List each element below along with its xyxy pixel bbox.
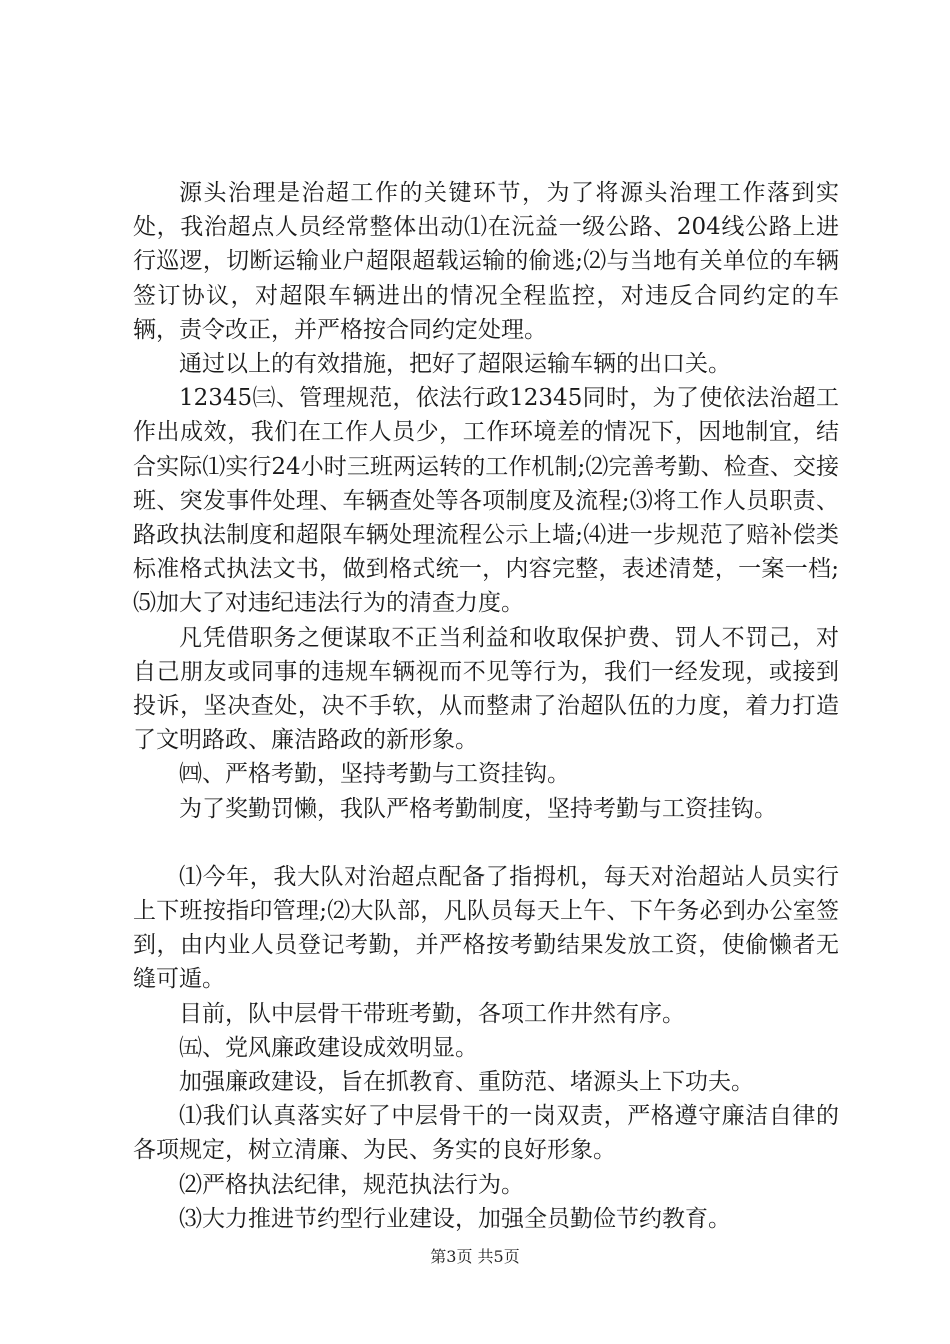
paragraph-management-standard: 12345㈢、管理规范，依法行政12345同时，为了使依法治超工作出成效，我们在工作人员少，工作环境差的情况下，因地制宜，结合实际⑴实行24小时三班两运转的工作机制;⑵完善考勤、检查、交接班、突发事件处理、车辆查处等各项制度及流程;⑶将工作人员职责、路政执法制度和超限车辆处理流程公示上墙;⑷进一步规范了赔补偿类标准格式执法文书，做到格式统一，内容完整，表述清楚，一案一档;⑸加大了对违纪违法行为的清查力度。 — [133, 385, 839, 617]
paragraph-integrity-item-2: ⑵严格执法纪律，规范执法行为。 — [179, 1171, 524, 1198]
paragraph-discipline: 凡凭借职务之便谋取不正当利益和收取保护费、罚人不罚己，对自己朋友或同事的违规车辆视而不见等行为，我们一经发现，或接到投诉，坚决查处，决不手软，从而整肃了治超队伍的力度，着力打造了文明路政、廉洁路政的新形象。 — [133, 624, 839, 754]
heading-attendance: ㈣、严格考勤，坚持考勤与工资挂钩。 — [179, 761, 570, 788]
heading-integrity: ㈤、党风廉政建设成效明显。 — [179, 1034, 478, 1061]
document-body — [133, 176, 839, 1236]
paragraph-source-control: 源头治理是治超工作的关键环节，为了将源头治理工作落到实处，我治超点人员经常整体出动⑴在沅益一级公路、204线公路上进行巡逻，切断运输业户超限超载运输的偷逃;⑵与当地有关单位的车辆签订协议，对超限车辆进出的情况全程监控，对违反合同约定的车辆，责令改正，并严格按合同约定处理。 — [133, 180, 839, 343]
paragraph-integrity-item-1: ⑴我们认真落实好了中层骨干的一岗双责，严格遵守廉洁自律的各项规定，树立清廉、为民、务实的良好形象。 — [133, 1103, 839, 1164]
paragraph-integrity-item-3: ⑶大力推进节约型行业建设，加强全员勤俭节约教育。 — [179, 1205, 731, 1232]
paragraph-attendance-result: 目前，队中层骨干带班考勤，各项工作井然有序。 — [179, 1000, 685, 1027]
paragraph-attendance-measures: ⑴今年，我大队对治超点配备了指拇机，每天对治超站人员实行上下班按指印管理;⑵大队部，凡队员每天上午、下午务必到办公室签到，由内业人员登记考勤，并严格按考勤结果发放工资，使偷懒者无缝可遁。 — [133, 863, 839, 993]
page-number: 第3页 共5页 — [430, 1247, 520, 1266]
paragraph-integrity-intro: 加强廉政建设，旨在抓教育、重防范、堵源头上下功夫。 — [179, 1069, 754, 1096]
paragraph-export-control: 通过以上的有效措施，把好了超限运输车辆的出口关。 — [179, 351, 731, 378]
paragraph-attendance-policy: 为了奖勤罚懒，我队严格考勤制度，坚持考勤与工资挂钩。 — [179, 795, 777, 822]
